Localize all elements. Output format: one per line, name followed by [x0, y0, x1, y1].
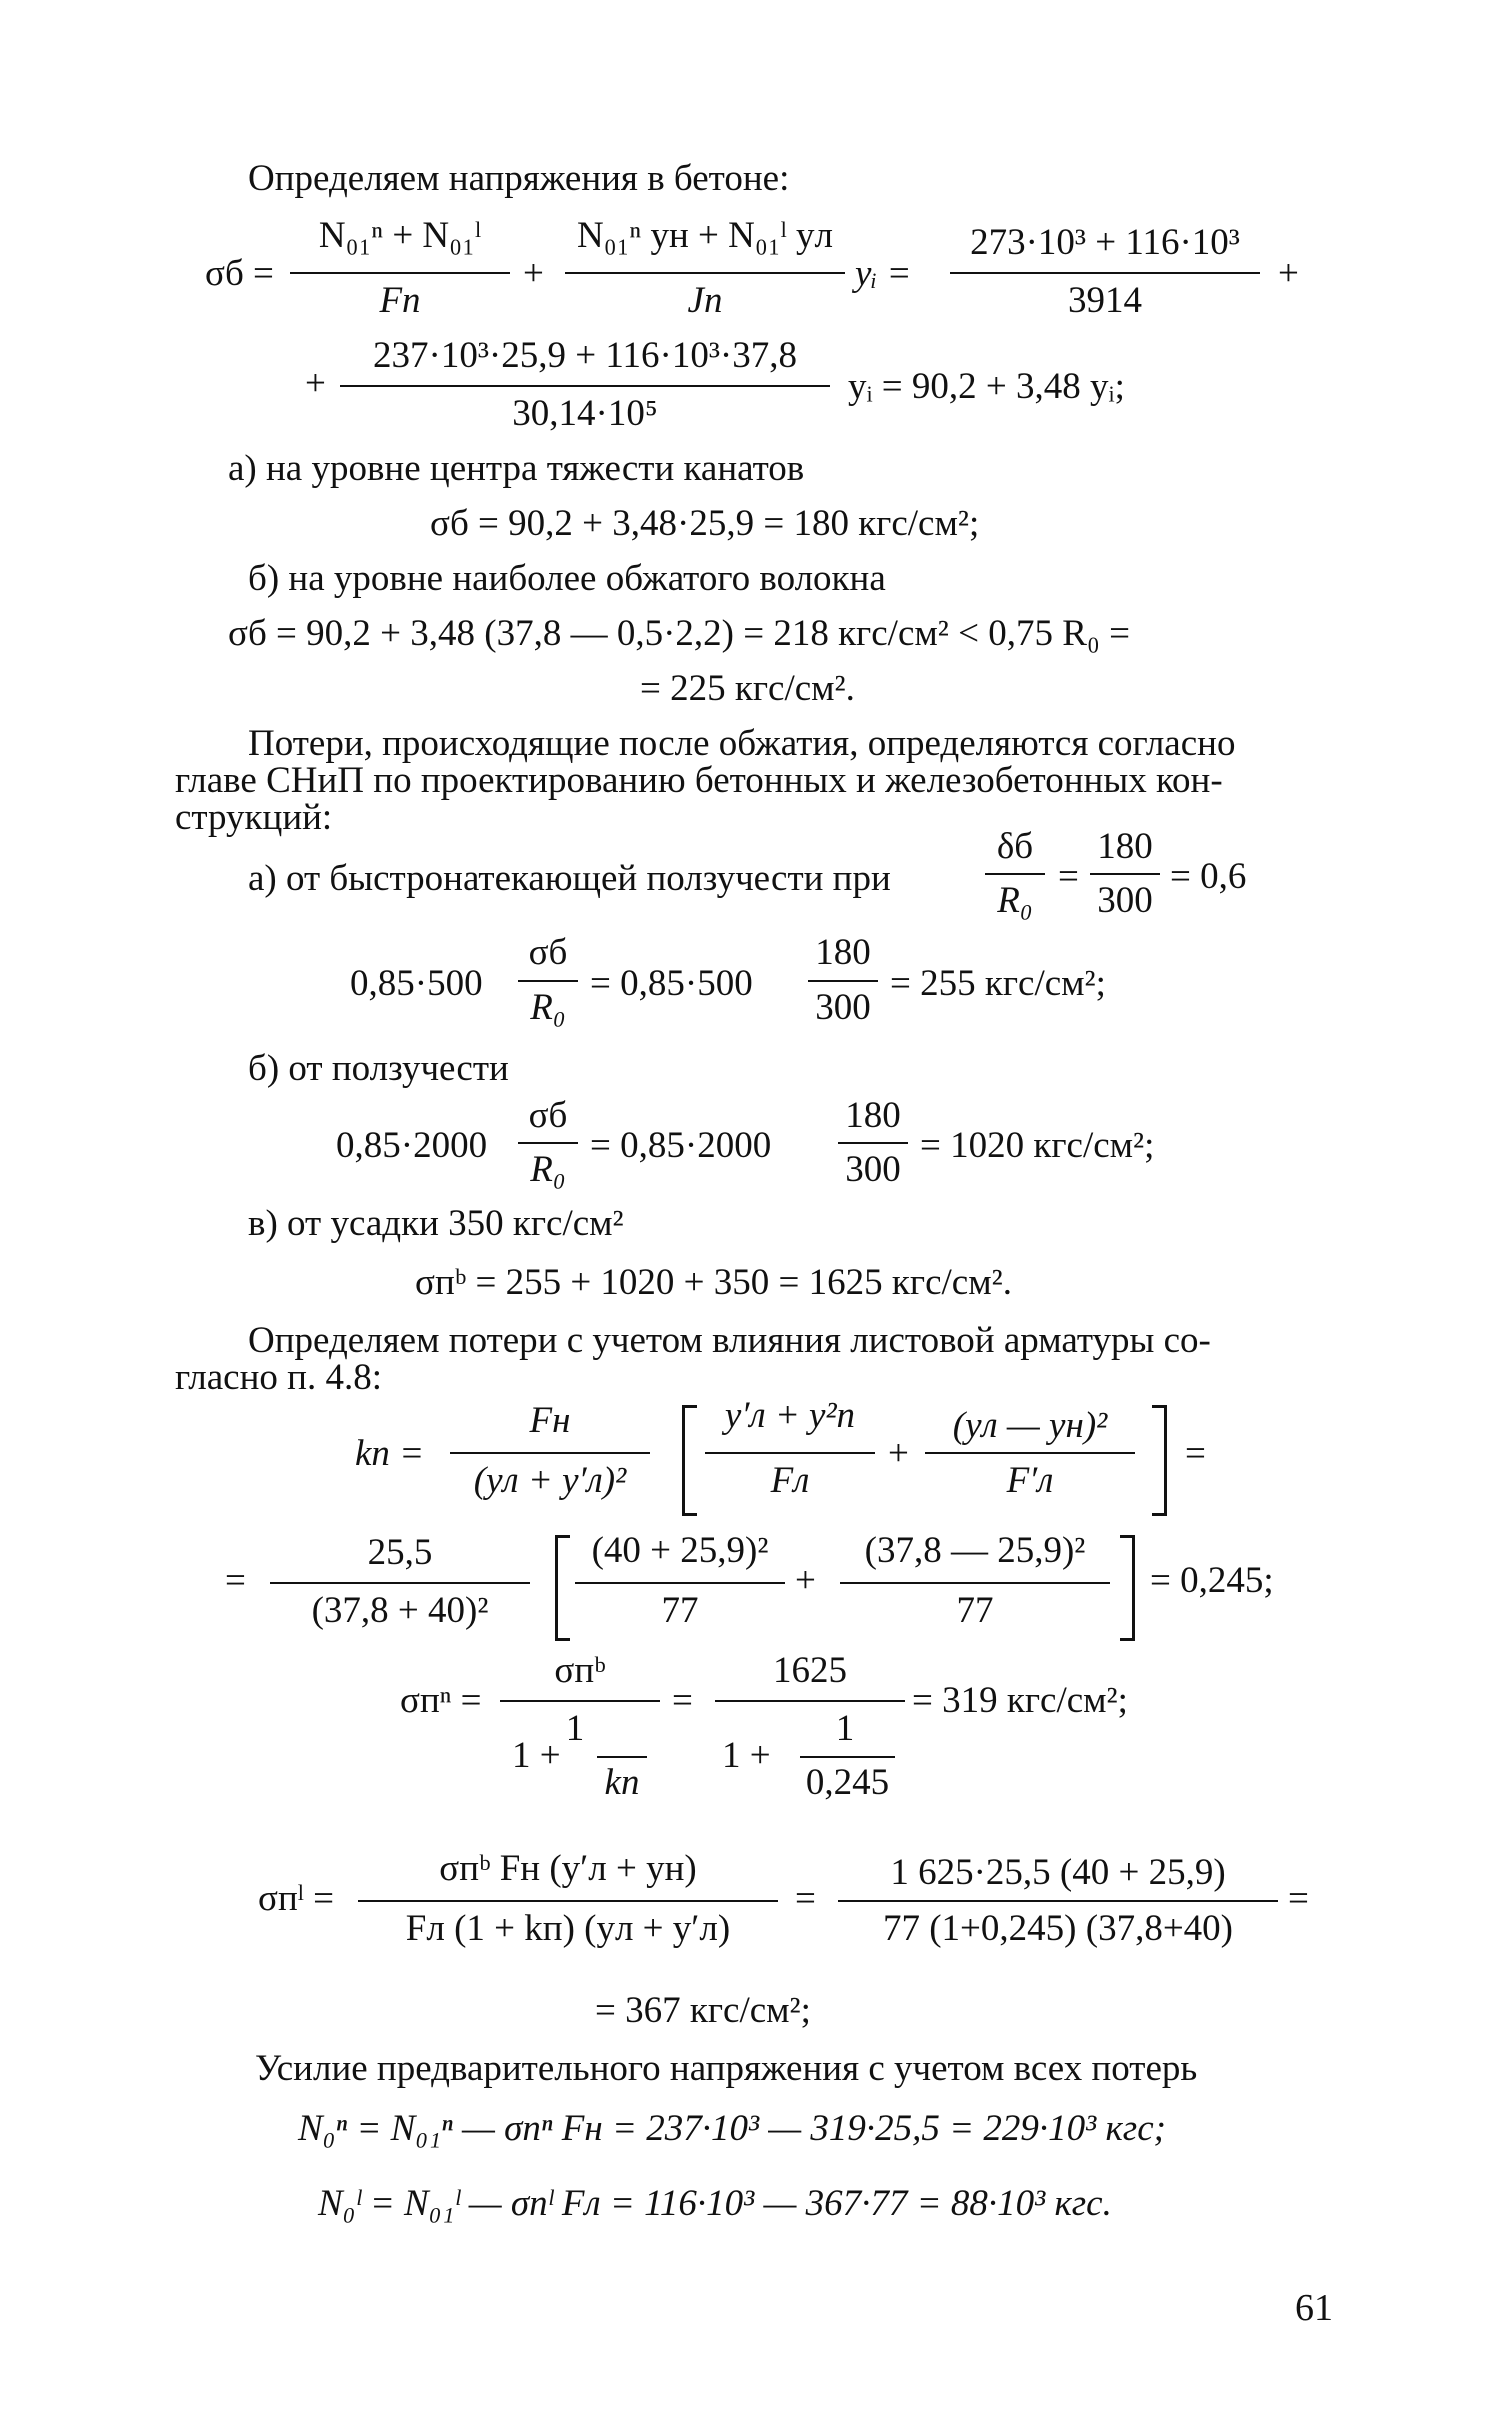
a2-eq-sign: = [1058, 856, 1079, 897]
a2-calc-bar2 [808, 980, 878, 982]
eq1-plus3: + [305, 363, 326, 404]
kp-lead: = [225, 1560, 246, 1601]
sigma-n-den2-num: 1 [835, 1708, 855, 1749]
a2-calc-bar1 [518, 980, 578, 982]
eq1-lhs: σб = [205, 253, 274, 294]
losses-paragraph-line2: главе СНиП по проектированию бетонных и железобетонных кон- [175, 760, 1223, 801]
kp-frac1-num: Fн [529, 1400, 571, 1441]
a2-calc-mid: = 0,85·500 [590, 963, 753, 1004]
b1-equation-1: σб = 90,2 + 3,48 (37,8 — 0,5·2,2) = 218 кгс/см² < 0,75 R₀ = [228, 613, 1130, 654]
c2-label: в) от усадки 350 кгс/см² [248, 1203, 624, 1244]
a2-calc-num1: σб [528, 932, 568, 973]
b2-calc-bar2 [838, 1142, 908, 1144]
b2-calc-mid: = 0,85·2000 [590, 1125, 772, 1166]
eq1-frac3-num: 273·10³ + 116·10³ [970, 222, 1240, 263]
sigma-n-num1: σпᵇ [554, 1650, 606, 1691]
sigma-n-num2: 1625 [773, 1650, 847, 1691]
eq1-frac3-bar [950, 272, 1260, 274]
force-equation-1: N₀ⁿ = N₀₁ⁿ — σпⁿ Fн = 237·10³ — 319·25,5 = 229·10³ кгс; [298, 2108, 1166, 2149]
force-label: Усилие предварительного напряжения с учетом всех потерь [255, 2048, 1198, 2089]
a1-equation: σб = 90,2 + 3,48·25,9 = 180 кгс/см²; [430, 503, 980, 544]
sigma-n-result: = 319 кгс/см²; [912, 1680, 1128, 1721]
a1-label: а) на уровне центра тяжести канатов [228, 448, 805, 489]
b2-calc-num2: 180 [845, 1095, 901, 1136]
kp-frac2-num: y′л + y²п [724, 1395, 856, 1436]
eq1-plus: + [523, 253, 544, 294]
a2-frac2-den: 300 [1097, 880, 1153, 921]
kp-g1-bar [270, 1582, 530, 1584]
eq1-frac1-num: N₀₁ⁿ + N₀₁ˡ [318, 215, 482, 256]
kp-g2-bar [575, 1582, 785, 1584]
sigma-l-num1: σпᵇ Fн (y′л + yн) [439, 1848, 697, 1889]
sigma-l-bar1 [358, 1900, 778, 1902]
kp-frac1-den: (yл + y′л)² [473, 1460, 627, 1501]
kp-result: = 0,245; [1150, 1560, 1274, 1601]
sigma-n-den2-bar [800, 1756, 895, 1758]
kp-bracket2-left [555, 1535, 570, 1641]
kp-bracket-left [682, 1405, 697, 1516]
sigma-n-den1-bar [597, 1756, 647, 1758]
kp-eq: = [1185, 1433, 1206, 1474]
intro-text: Определяем напряжения в бетоне: [248, 158, 790, 199]
b2-calc-post: = 1020 кгс/см²; [920, 1125, 1155, 1166]
eq1-frac1-bar [290, 272, 510, 274]
a2-calc-num2: 180 [815, 932, 871, 973]
sigma-n-den1-num: 1 [565, 1708, 585, 1749]
a2-calc-post: = 255 кгс/см²; [890, 963, 1106, 1004]
kp-lhs: kп = [355, 1433, 425, 1474]
eq1-frac2-bar [565, 272, 845, 274]
kp-plus2: + [795, 1560, 816, 1601]
a2-calc-pre: 0,85·500 [350, 963, 483, 1004]
kp-g3-num: (37,8 — 25,9)² [864, 1530, 1086, 1571]
b2-label: б) от ползучести [248, 1048, 509, 1089]
eq1-frac4-num: 237·10³·25,9 + 116·10³·37,8 [373, 335, 797, 376]
c2-equation: σпᵇ = 255 + 1020 + 350 = 1625 кгс/см². [415, 1262, 1012, 1303]
sigma-n-den2-den: 0,245 [805, 1762, 890, 1803]
sheet-paragraph-line2: гласно п. 4.8: [175, 1357, 382, 1398]
sigma-n-den2-pre: 1 + [722, 1735, 771, 1776]
losses-paragraph-line1: Потери, происходящие после обжатия, определяются согласно [248, 723, 1236, 764]
eq1-frac2-den: Jп [687, 280, 723, 321]
kp-frac3-den: F′л [1006, 1460, 1054, 1501]
a2-calc-den2: 300 [815, 987, 871, 1028]
kp-bracket2-right [1120, 1535, 1135, 1641]
b1-label: б) на уровне наиболее обжатого волокна [248, 558, 886, 599]
b2-calc-bar1 [518, 1142, 578, 1144]
eq1-frac1-den: Fп [379, 280, 421, 321]
a2-result: = 0,6 [1170, 856, 1247, 897]
kp-frac2-bar [705, 1452, 875, 1454]
page-number: 61 [1295, 2287, 1333, 2329]
sigma-n-den1-pre: 1 + [512, 1735, 561, 1776]
eq1-result: yᵢ = 90,2 + 3,48 yᵢ; [848, 366, 1125, 407]
b2-calc-num1: σб [528, 1095, 568, 1136]
sigma-l-den2: 77 (1+0,245) (37,8+40) [882, 1908, 1234, 1949]
losses-paragraph-line3: струкций: [175, 797, 333, 838]
kp-g2-den: 77 [661, 1590, 699, 1631]
sigma-l-tail: = [1288, 1878, 1309, 1919]
force-equation-2: N₀ˡ = N₀₁ˡ — σпˡ Fл = 116·10³ — 367·77 = 88·10³ кгс. [318, 2183, 1112, 2224]
sigma-l-eq: = [795, 1878, 816, 1919]
kp-g1-num: 25,5 [367, 1532, 433, 1573]
b2-calc-den2: 300 [845, 1149, 901, 1190]
kp-g3-bar [840, 1582, 1110, 1584]
sigma-l-den1: Fл (1 + kп) (yл + y′л) [405, 1908, 731, 1949]
sigma-l-bar2 [838, 1900, 1278, 1902]
kp-frac3-bar [925, 1452, 1135, 1454]
a2-frac1-den: R₀ [997, 880, 1033, 921]
kp-frac3-num: (yл — yн)² [952, 1405, 1108, 1446]
a2-frac1-bar [985, 873, 1045, 875]
a2-frac2-bar [1090, 873, 1160, 875]
eq1-yi: yᵢ = [855, 253, 912, 294]
eq1-frac4-bar [340, 385, 830, 387]
a2-calc-den1: R₀ [530, 987, 566, 1028]
a2-label: а) от быстронатекающей ползучести при [248, 858, 891, 899]
sigma-l-lhs: σпˡ = [258, 1878, 335, 1919]
eq1-frac2-num: N₀₁ⁿ yн + N₀₁ˡ yл [577, 215, 833, 256]
kp-g3-den: 77 [956, 1590, 994, 1631]
sigma-n-lhs: σпⁿ = [400, 1680, 482, 1721]
sigma-n-bar2 [715, 1700, 905, 1702]
kp-frac2-den: Fл [770, 1460, 810, 1501]
kp-plus: + [888, 1433, 909, 1474]
kp-g2-num: (40 + 25,9)² [591, 1530, 769, 1571]
kp-g1-den: (37,8 + 40)² [311, 1590, 489, 1631]
sigma-n-eq: = [672, 1680, 693, 1721]
kp-frac1-bar [450, 1452, 650, 1454]
b2-calc-den1: R₀ [530, 1149, 566, 1190]
b2-calc-pre: 0,85·2000 [336, 1125, 488, 1166]
eq1-plus2: + [1278, 253, 1299, 294]
eq1-frac4-den: 30,14·10⁵ [512, 393, 658, 434]
a2-frac1-num: δб [996, 826, 1034, 867]
eq1-frac3-den: 3914 [1068, 280, 1142, 321]
sigma-n-den1-den: kп [604, 1762, 640, 1803]
a2-frac2-num: 180 [1097, 826, 1153, 867]
sigma-n-bar1 [500, 1700, 660, 1702]
kp-bracket-right [1152, 1405, 1167, 1516]
sheet-paragraph-line1: Определяем потери с учетом влияния листовой арматуры со- [248, 1320, 1211, 1361]
sigma-l-result: = 367 кгс/см²; [595, 1990, 811, 2031]
sigma-l-num2: 1 625·25,5 (40 + 25,9) [890, 1852, 1226, 1893]
b1-equation-2: = 225 кгс/см². [640, 668, 855, 709]
